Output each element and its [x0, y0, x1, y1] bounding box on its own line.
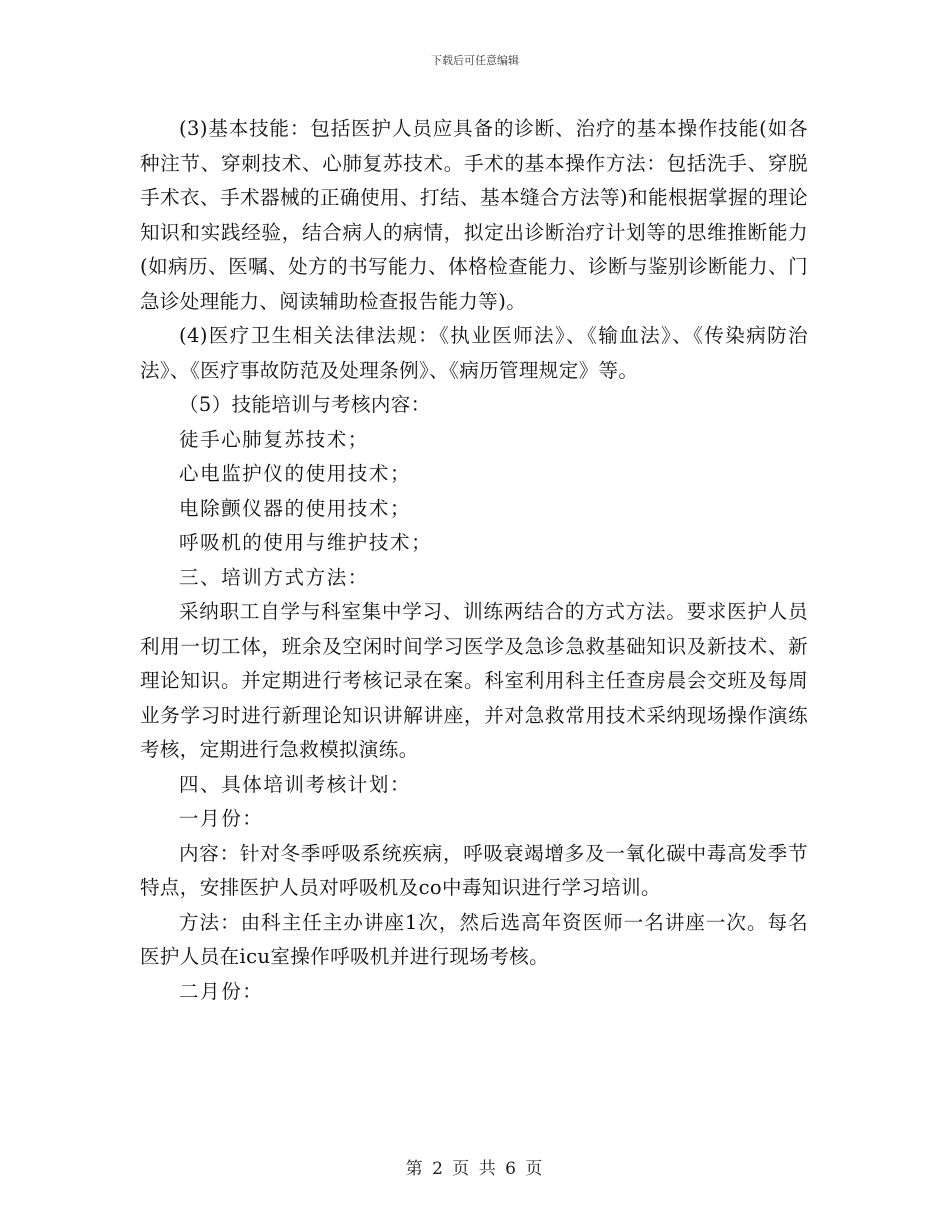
list-item-ventilator: 呼吸机的使用与维护技术；: [179, 531, 433, 554]
month-heading-january: 一月份：: [179, 807, 264, 830]
list-item-defibrillator: 电除颤仪器的使用技术；: [179, 496, 412, 520]
month-heading-february: 二月份：: [179, 979, 264, 1003]
paragraph-january-content: 内容：针对冬季呼吸系统疾病，呼吸衰竭增多及一氧化碳中毒高发季节特点，安排医护人员对呼吸机及co中毒知识进行学习培训。: [140, 841, 808, 899]
page-header: 下载后可任意编辑: [431, 54, 519, 67]
list-item-cpr: 徒手心肺复苏技术；: [179, 427, 369, 451]
section-heading-training-methods: 三、培训方式方法：: [179, 565, 369, 589]
document-body: [140, 112, 808, 1009]
paragraph-skills-training-heading: （5）技能培训与考核内容：: [179, 393, 431, 416]
paragraph-basic-skills: (3)基本技能：包括医护人员应具备的诊断、治疗的基本操作技能(如各种注节、穿刺技术、心肺复苏技术。手术的基本操作方法：包括洗手、穿脱手术衣、手术器械的正确使用、打结、基本缝合方法等)和能根据掌握的理论知识和实践经验，结合病人的病情，拟定出诊断治疗计划等的思维推断能力(如病历、医嘱、处方的书写能力、体格检查能力、诊断与鉴别诊断能力、门急诊处理能力、阅读辅助检查报告能力等)。: [140, 117, 808, 313]
paragraph-training-methods: 采纳职工自学与科室集中学习、训练两结合的方式方法。要求医护人员利用一切工体，班余及空闲时间学习医学及急诊急救基础知识及新技术、新理论知识。并定期进行考核记录在案。科室利用科主任查房晨会交班及每周业务学习时进行新理论知识讲解讲座，并对急救常用技术采纳现场操作演练考核，定期进行急救模拟演练。: [140, 600, 808, 761]
page-footer: 第 2 页 共 6 页: [405, 1159, 545, 1179]
paragraph-laws-regulations: (4)医疗卫生相关法律法规：《执业医师法》、《输血法》、《传染病防治法》、《医疗事故防范及处理条例》、《病历管理规定》等。: [140, 324, 808, 382]
section-heading-training-plan: 四、具体培训考核计划：: [179, 772, 412, 796]
list-item-ecg-monitor: 心电监护仪的使用技术；: [179, 462, 412, 485]
paragraph-january-method: 方法：由科主任主办讲座1次，然后选高年资医师一名讲座一次。每名医护人员在icu室操作呼吸机并进行现场考核。: [140, 910, 808, 968]
